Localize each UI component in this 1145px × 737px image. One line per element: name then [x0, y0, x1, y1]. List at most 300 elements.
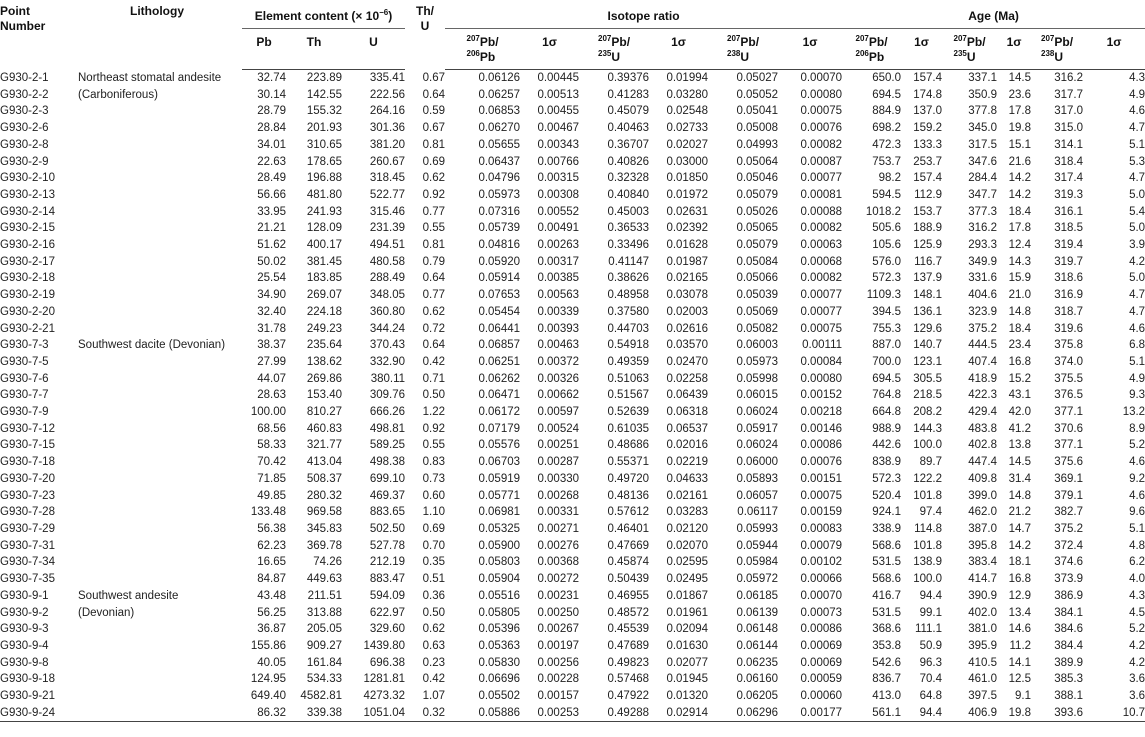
- cell-lithology: [72, 304, 242, 321]
- cell-age-206-238: 384.1: [1054, 606, 1084, 619]
- cell-age-207-235-sigma: 21.6: [1008, 155, 1032, 168]
- cell-lithology: [72, 655, 242, 672]
- header-sigma: 1σ: [649, 29, 708, 70]
- cell-lithology: [72, 521, 242, 538]
- cell-u: 1281.81: [363, 673, 406, 686]
- cell-th-u: 0.77: [422, 289, 446, 302]
- cell-ratio-206-238-sigma: 0.00088: [800, 205, 843, 218]
- cell-age-207-235-sigma: 12.5: [1008, 673, 1032, 686]
- cell-age-207-206: 836.7: [872, 673, 902, 686]
- table-row: [0, 638, 1145, 655]
- cell-ratio-207-235-sigma: 0.02495: [666, 573, 709, 586]
- cell-age-206-238: 393.6: [1031, 705, 1083, 722]
- table-row: [0, 220, 1145, 237]
- cell-age-207-235: 395.9: [968, 639, 998, 652]
- cell-ratio-206-238: 0.06160: [736, 673, 779, 686]
- header-sigma: 1σ: [778, 29, 842, 70]
- cell-u: 883.47: [369, 573, 406, 586]
- header-pb: Pb: [242, 29, 286, 70]
- cell-u: 381.20: [369, 138, 406, 151]
- cell-pb: 44.07: [257, 372, 286, 385]
- cell-age-207-206: 442.6: [872, 439, 902, 452]
- cell-point: G930-2-2: [0, 88, 49, 101]
- cell-ratio-207-206-sigma: 0.00445: [537, 72, 580, 84]
- cell-ratio-207-206-sigma: 0.00250: [537, 606, 580, 619]
- cell-ratio-207-235: 0.48958: [607, 289, 650, 302]
- cell-pb: 38.37: [257, 339, 286, 352]
- cell-ratio-207-206-sigma: 0.00513: [537, 88, 580, 101]
- cell-ratio-207-206-sigma: 0.00267: [537, 623, 580, 636]
- table-row: [0, 321, 1145, 338]
- cell-age-207-235-sigma: 13.4: [1008, 606, 1032, 619]
- cell-ratio-207-206: 0.07653: [478, 289, 521, 302]
- cell-ratio-207-235-sigma: 0.06439: [666, 389, 709, 402]
- cell-lithology: [72, 254, 242, 271]
- cell-age-207-206: 568.6: [872, 573, 902, 586]
- cell-age-207-235-sigma: 18.1: [1008, 556, 1032, 569]
- cell-u: 498.81: [369, 422, 406, 435]
- cell-point: G930-2-3: [0, 105, 49, 118]
- cell-age-207-235: 461.0: [968, 673, 998, 686]
- cell-age-207-206-sigma: 305.5: [913, 372, 943, 385]
- cell-pb: 22.63: [257, 155, 286, 168]
- cell-ratio-207-206-sigma: 0.00491: [537, 222, 580, 235]
- cell-ratio-207-206: 0.06853: [478, 105, 521, 118]
- cell-pb: 34.01: [257, 138, 286, 151]
- cell-u: 318.45: [369, 172, 406, 185]
- cell-age-207-206: 650.0: [872, 72, 902, 84]
- cell-u: 666.26: [369, 406, 406, 419]
- cell-age-207-206-sigma: 138.9: [913, 556, 943, 569]
- cell-age-206-238-sigma: 13.2: [1122, 406, 1145, 419]
- cell-ratio-206-238: 0.06139: [736, 606, 779, 619]
- cell-u: 522.77: [369, 188, 406, 201]
- cell-u: 264.16: [369, 105, 406, 118]
- cell-age-206-238: 376.5: [1054, 389, 1084, 402]
- cell-ratio-207-235-sigma: 0.03280: [666, 88, 709, 101]
- cell-age-207-206: 472.3: [872, 138, 902, 151]
- table-row: [0, 187, 1145, 204]
- cell-ratio-207-235: 0.38626: [607, 272, 650, 285]
- cell-ratio-207-206-sigma: 0.00524: [537, 422, 580, 435]
- cell-u: 348.05: [369, 289, 406, 302]
- cell-th-u: 0.50: [422, 606, 446, 619]
- cell-ratio-206-238-sigma: 0.00060: [800, 690, 843, 703]
- cell-ratio-207-206: 0.05325: [478, 522, 521, 535]
- cell-ratio-207-235-sigma: 0.02070: [666, 539, 709, 552]
- cell-u: 696.38: [369, 656, 406, 669]
- cell-lithology: [72, 103, 242, 120]
- header-sigma: 1σ: [520, 29, 579, 70]
- cell-ratio-207-235-sigma: 0.02094: [666, 623, 709, 636]
- cell-age-206-238-sigma: 9.6: [1129, 506, 1145, 519]
- cell-age-207-206: 531.5: [872, 556, 902, 569]
- cell-age-207-235: 337.1: [968, 72, 998, 84]
- cell-pb: 56.25: [257, 606, 286, 619]
- cell-age-206-238-sigma: 5.2: [1129, 439, 1145, 452]
- cell-age-206-238-sigma: 4.3: [1129, 72, 1145, 84]
- cell-age-206-238: 386.9: [1054, 589, 1084, 602]
- table-row: [0, 337, 1145, 354]
- cell-point: G930-7-34: [0, 556, 55, 569]
- cell-ratio-207-206: 0.05830: [478, 656, 521, 669]
- cell-point: G930-7-9: [0, 406, 49, 419]
- cell-ratio-207-235-sigma: 0.06318: [666, 406, 709, 419]
- cell-ratio-207-206-sigma: 0.00315: [537, 172, 580, 185]
- cell-ratio-206-238: 0.06205: [736, 690, 779, 703]
- cell-age-207-206: 755.3: [872, 322, 902, 335]
- cell-ratio-207-235: 0.49288: [579, 705, 649, 722]
- cell-age-206-238-sigma: 9.2: [1129, 472, 1145, 485]
- cell-age-206-238: 375.5: [1054, 372, 1084, 385]
- cell-ratio-207-235-sigma: 0.01628: [666, 239, 709, 252]
- table-row: [0, 504, 1145, 521]
- cell-u: 329.60: [369, 623, 406, 636]
- cell-lithology: [72, 488, 242, 505]
- cell-age-207-206-sigma: 153.7: [913, 205, 943, 218]
- cell-point: G930-2-20: [0, 305, 55, 318]
- cell-ratio-206-238-sigma: 0.00151: [800, 472, 843, 485]
- cell-ratio-207-235-sigma: 0.02548: [666, 105, 709, 118]
- cell-u: 231.39: [369, 222, 406, 235]
- cell-ratio-206-238: 0.06148: [736, 623, 779, 636]
- cell-ratio-207-235-sigma: 0.02733: [666, 122, 709, 135]
- cell-age-207-206: 698.2: [872, 122, 902, 135]
- header-ratio-207-206: $^{207}$Pb/ $^{206}$Pb: [445, 29, 520, 70]
- cell-age-207-235-sigma: 14.3: [1008, 255, 1032, 268]
- cell-th: 321.77: [306, 439, 342, 452]
- header-ratio-207-235: $^{207}$Pb/ $^{235}$U: [579, 29, 649, 70]
- header-lithology: Lithology: [130, 4, 184, 18]
- cell-ratio-207-206: 0.07316: [478, 205, 521, 218]
- cell-lithology: (Carboniferous): [78, 88, 158, 101]
- cell-point: G930-7-6: [0, 372, 49, 385]
- cell-point: G930-2-1: [0, 71, 49, 84]
- cell-ratio-206-238: 0.05984: [736, 556, 779, 569]
- table-row: [0, 454, 1145, 471]
- cell-th-u: 0.55: [422, 222, 446, 235]
- cell-pb: 16.65: [257, 556, 286, 569]
- cell-ratio-207-235-sigma: 0.01945: [666, 673, 709, 686]
- cell-th-u: 0.42: [422, 355, 446, 368]
- cell-ratio-207-235: 0.36533: [607, 222, 650, 235]
- cell-th: 201.93: [306, 122, 342, 135]
- cell-age-207-206-sigma: 94.4: [901, 705, 942, 722]
- cell-lithology: [72, 705, 242, 722]
- cell-ratio-207-235: 0.54918: [607, 339, 650, 352]
- cell-ratio-207-235-sigma: 0.02392: [666, 222, 709, 235]
- cell-ratio-206-238-sigma: 0.00070: [800, 589, 843, 602]
- cell-age-206-238-sigma: 4.7: [1129, 289, 1145, 302]
- cell-age-206-238: 319.6: [1054, 322, 1084, 335]
- cell-age-207-206-sigma: 101.8: [913, 489, 943, 502]
- cell-ratio-207-206: 0.05771: [478, 489, 521, 502]
- cell-age-206-238: 317.7: [1054, 88, 1084, 101]
- cell-age-206-238-sigma: 4.0: [1129, 573, 1145, 586]
- cell-age-206-238-sigma: 4.9: [1129, 88, 1145, 101]
- cell-lithology: [72, 170, 242, 187]
- cell-ratio-207-235-sigma: 0.01867: [666, 589, 709, 602]
- cell-th-u: 0.42: [422, 673, 446, 686]
- cell-ratio-206-238-sigma: 0.00059: [800, 673, 843, 686]
- cell-age-207-206: 561.1: [842, 705, 901, 722]
- cell-age-207-235-sigma: 14.5: [1008, 456, 1032, 469]
- cell-age-207-206: 98.2: [878, 172, 902, 185]
- cell-ratio-207-235: 0.40840: [607, 188, 650, 201]
- cell-age-206-238-sigma: 4.2: [1129, 656, 1145, 669]
- cell-age-207-206: 531.5: [872, 606, 902, 619]
- cell-ratio-207-206: 0.06270: [478, 122, 521, 135]
- cell-ratio-206-238: 0.05998: [736, 372, 779, 385]
- cell-age-206-238: 375.8: [1054, 339, 1084, 352]
- cell-ratio-207-235-sigma: 0.02616: [666, 322, 709, 335]
- cell-ratio-207-206: 0.05914: [478, 272, 521, 285]
- cell-age-206-238: 318.5: [1054, 222, 1084, 235]
- cell-age-206-238: 372.4: [1054, 539, 1084, 552]
- cell-u: 4273.32: [363, 690, 406, 703]
- cell-point: G930-2-9: [0, 155, 49, 168]
- cell-pb: 30.14: [257, 88, 286, 101]
- cell-age-207-235-sigma: 15.1: [1008, 138, 1032, 151]
- cell-lithology: [72, 187, 242, 204]
- cell-u: 360.80: [369, 305, 406, 318]
- cell-ratio-207-206: 0.06257: [478, 88, 521, 101]
- cell-pb: 71.85: [257, 472, 286, 485]
- cell-ratio-206-238-sigma: 0.00068: [800, 255, 843, 268]
- cell-age-206-238: 315.0: [1054, 122, 1084, 135]
- table-row: [0, 354, 1145, 371]
- cell-lithology: (Devonian): [78, 606, 135, 619]
- cell-age-207-206: 594.5: [872, 188, 902, 201]
- cell-ratio-207-206-sigma: 0.00157: [537, 690, 580, 703]
- cell-ratio-207-206-sigma: 0.00256: [537, 656, 580, 669]
- cell-u: 699.10: [369, 472, 406, 485]
- table-row: [0, 304, 1145, 321]
- cell-ratio-207-235: 0.57468: [607, 673, 650, 686]
- cell-pb: 649.40: [250, 690, 286, 703]
- cell-ratio-207-235-sigma: 0.01972: [666, 188, 709, 201]
- cell-age-207-235-sigma: 17.8: [1008, 222, 1032, 235]
- cell-age-206-238-sigma: 5.0: [1129, 272, 1145, 285]
- cell-th: 74.26: [313, 556, 342, 569]
- cell-pb: 28.63: [257, 389, 286, 402]
- cell-ratio-206-238-sigma: 0.00087: [800, 155, 843, 168]
- cell-th-u: 0.60: [422, 489, 446, 502]
- cell-ratio-206-238: 0.06024: [736, 439, 779, 452]
- cell-age-207-235-sigma: 17.8: [1008, 105, 1032, 118]
- cell-ratio-207-206: 0.05805: [478, 606, 521, 619]
- cell-age-206-238-sigma: 5.4: [1129, 205, 1145, 218]
- cell-ratio-207-235: 0.40463: [607, 122, 650, 135]
- cell-ratio-206-238: 0.05064: [736, 155, 779, 168]
- cell-ratio-207-206: 0.05396: [478, 623, 521, 636]
- cell-age-207-206: 884.9: [872, 105, 902, 118]
- cell-age-206-238-sigma: 5.1: [1129, 355, 1145, 368]
- cell-point: G930-7-3: [0, 339, 49, 352]
- cell-ratio-207-206-sigma: 0.00331: [537, 506, 580, 519]
- table-row: [0, 571, 1145, 588]
- cell-point: G930-2-8: [0, 138, 49, 151]
- cell-ratio-207-206: 0.04796: [478, 172, 521, 185]
- cell-age-207-235: 404.6: [968, 289, 998, 302]
- cell-age-206-238: 388.1: [1054, 690, 1084, 703]
- cell-age-207-235: 349.9: [968, 255, 998, 268]
- cell-age-206-238: 377.1: [1054, 439, 1084, 452]
- table-row: [0, 471, 1145, 488]
- cell-pb: 58.33: [257, 439, 286, 452]
- cell-age-207-235: 316.2: [968, 222, 998, 235]
- cell-ratio-207-235-sigma: 0.01630: [666, 639, 709, 652]
- cell-ratio-207-235: 0.50439: [607, 573, 650, 586]
- cell-u: 622.97: [369, 606, 406, 619]
- cell-age-207-235: 383.4: [968, 556, 998, 569]
- cell-age-206-238: 370.6: [1054, 422, 1084, 435]
- cell-ratio-206-238: 0.06235: [736, 656, 779, 669]
- cell-point: G930-7-15: [0, 439, 55, 452]
- cell-ratio-207-206-sigma: 0.00287: [537, 456, 580, 469]
- cell-th: 460.83: [306, 422, 342, 435]
- cell-ratio-206-238-sigma: 0.00079: [800, 539, 843, 552]
- cell-ratio-206-238-sigma: 0.00063: [800, 239, 843, 252]
- cell-age-207-235: 407.4: [968, 355, 998, 368]
- cell-point: G930-7-18: [0, 456, 55, 469]
- cell-th: 211.51: [307, 589, 342, 602]
- cell-age-207-235-sigma: 14.8: [1008, 489, 1032, 502]
- cell-age-207-206-sigma: 133.3: [913, 138, 943, 151]
- cell-age-207-235-sigma: 16.8: [1008, 573, 1032, 586]
- cell-point: G930-7-7: [0, 389, 49, 402]
- cell-age-206-238-sigma: 4.3: [1129, 589, 1145, 602]
- cell-ratio-207-235: 0.45874: [607, 556, 650, 569]
- cell-ratio-207-206: 0.06471: [478, 389, 521, 402]
- cell-age-206-238: 384.6: [1054, 623, 1084, 636]
- header-sigma: 1σ: [1083, 29, 1145, 70]
- cell-th: 969.58: [306, 506, 342, 519]
- cell-age-206-238-sigma: 4.2: [1129, 255, 1145, 268]
- cell-age-206-238: 374.0: [1054, 355, 1084, 368]
- cell-ratio-207-235: 0.41283: [607, 88, 650, 101]
- header-age-206-238: $^{207}$Pb/ $^{238}$U: [1031, 29, 1083, 70]
- cell-ratio-207-235-sigma: 0.02016: [666, 439, 709, 452]
- cell-th: 223.89: [306, 72, 342, 84]
- cell-th-u: 0.67: [422, 122, 446, 135]
- cell-ratio-206-238: 0.05993: [736, 522, 779, 535]
- cell-th: 534.33: [306, 673, 342, 686]
- cell-th: 142.55: [306, 88, 342, 101]
- cell-lithology: [72, 638, 242, 655]
- header-ratio-206-238: $^{207}$Pb/ $^{238}$U: [708, 29, 778, 70]
- cell-age-206-238: 317.0: [1054, 105, 1084, 118]
- cell-age-206-238-sigma: 4.7: [1129, 305, 1145, 318]
- cell-ratio-207-235: 0.48136: [607, 489, 650, 502]
- cell-th: 810.27: [306, 406, 342, 419]
- cell-age-207-235: 323.9: [968, 305, 998, 318]
- cell-pb: 34.90: [257, 289, 286, 302]
- cell-th: 339.38: [286, 705, 342, 722]
- cell-ratio-207-235-sigma: 0.02120: [666, 522, 709, 535]
- cell-ratio-207-235: 0.55371: [607, 456, 650, 469]
- cell-pb: 28.84: [257, 122, 286, 135]
- cell-u: 480.58: [369, 255, 406, 268]
- cell-age-207-235-sigma: 19.8: [997, 705, 1031, 722]
- cell-ratio-206-238: 0.05973: [736, 355, 779, 368]
- table-row: [0, 421, 1145, 438]
- cell-point: G930-2-19: [0, 289, 55, 302]
- cell-age-207-235-sigma: 9.1: [1015, 690, 1032, 703]
- cell-age-207-235-sigma: 14.6: [1008, 623, 1032, 636]
- cell-age-206-238-sigma: 6.2: [1129, 556, 1145, 569]
- cell-u: 380.11: [370, 372, 406, 385]
- cell-age-207-235: 414.7: [968, 573, 998, 586]
- cell-lithology: [72, 621, 242, 638]
- cell-age-206-238: 382.7: [1054, 506, 1084, 519]
- header-sigma: 1σ: [997, 29, 1031, 70]
- cell-ratio-207-206: 0.04816: [478, 239, 521, 252]
- cell-age-207-206-sigma: 96.3: [919, 656, 943, 669]
- cell-age-207-206-sigma: 123.1: [913, 355, 943, 368]
- table-row: [0, 554, 1145, 571]
- cell-ratio-207-235: 0.49359: [607, 355, 650, 368]
- cell-ratio-206-238: 0.05893: [736, 472, 779, 485]
- cell-age-206-238-sigma: 4.5: [1129, 606, 1145, 619]
- cell-point: G930-2-13: [0, 188, 55, 201]
- cell-pb: 86.32: [242, 705, 286, 722]
- cell-point: G930-9-8: [0, 656, 49, 669]
- cell-pb: 49.85: [257, 489, 286, 502]
- cell-age-207-206: 353.8: [872, 639, 902, 652]
- cell-pb: 68.56: [257, 422, 286, 435]
- cell-age-206-238: 319.7: [1054, 255, 1084, 268]
- cell-ratio-207-235: 0.61035: [607, 422, 650, 435]
- cell-ratio-206-238-sigma: 0.00066: [800, 573, 843, 586]
- cell-age-207-235: 395.8: [968, 539, 998, 552]
- cell-point: G930-2-16: [0, 239, 55, 252]
- cell-ratio-207-235: 0.49823: [607, 656, 650, 669]
- cell-age-206-238-sigma: 5.3: [1129, 155, 1145, 168]
- cell-ratio-207-206: 0.05502: [478, 690, 521, 703]
- cell-age-207-206: 753.7: [872, 155, 902, 168]
- cell-pb: 31.78: [257, 322, 286, 335]
- cell-ratio-207-206: 0.05886: [445, 705, 520, 722]
- cell-pb: 133.48: [250, 506, 286, 519]
- cell-age-207-206-sigma: 137.0: [913, 105, 943, 118]
- header-age: Age (Ma): [842, 4, 1145, 29]
- cell-th-u: 0.92: [422, 422, 446, 435]
- cell-ratio-206-238: 0.06000: [736, 456, 779, 469]
- cell-th-u: 0.77: [422, 205, 446, 218]
- cell-ratio-207-235: 0.33496: [607, 239, 650, 252]
- cell-age-207-206-sigma: 157.4: [913, 72, 943, 84]
- cell-pb: 36.87: [257, 623, 286, 636]
- cell-u: 344.24: [369, 322, 406, 335]
- cell-ratio-207-206-sigma: 0.00766: [537, 155, 580, 168]
- cell-ratio-207-235: 0.47922: [607, 690, 650, 703]
- cell-age-207-206-sigma: 148.1: [913, 289, 943, 302]
- cell-lithology: [72, 671, 242, 688]
- cell-th: 205.05: [306, 623, 342, 636]
- cell-ratio-207-235-sigma: 0.02161: [666, 489, 709, 502]
- cell-pb: 56.38: [257, 522, 286, 535]
- cell-th: 269.07: [306, 289, 342, 302]
- cell-age-207-235: 422.3: [968, 389, 998, 402]
- cell-th-u: 0.64: [422, 272, 446, 285]
- cell-age-207-235: 317.5: [968, 138, 998, 151]
- table-row: [0, 621, 1145, 638]
- cell-th: 269.86: [306, 372, 342, 385]
- cell-age-207-206-sigma: 94.4: [919, 589, 943, 602]
- cell-lithology: [72, 371, 242, 388]
- cell-ratio-207-235: 0.32328: [607, 172, 650, 185]
